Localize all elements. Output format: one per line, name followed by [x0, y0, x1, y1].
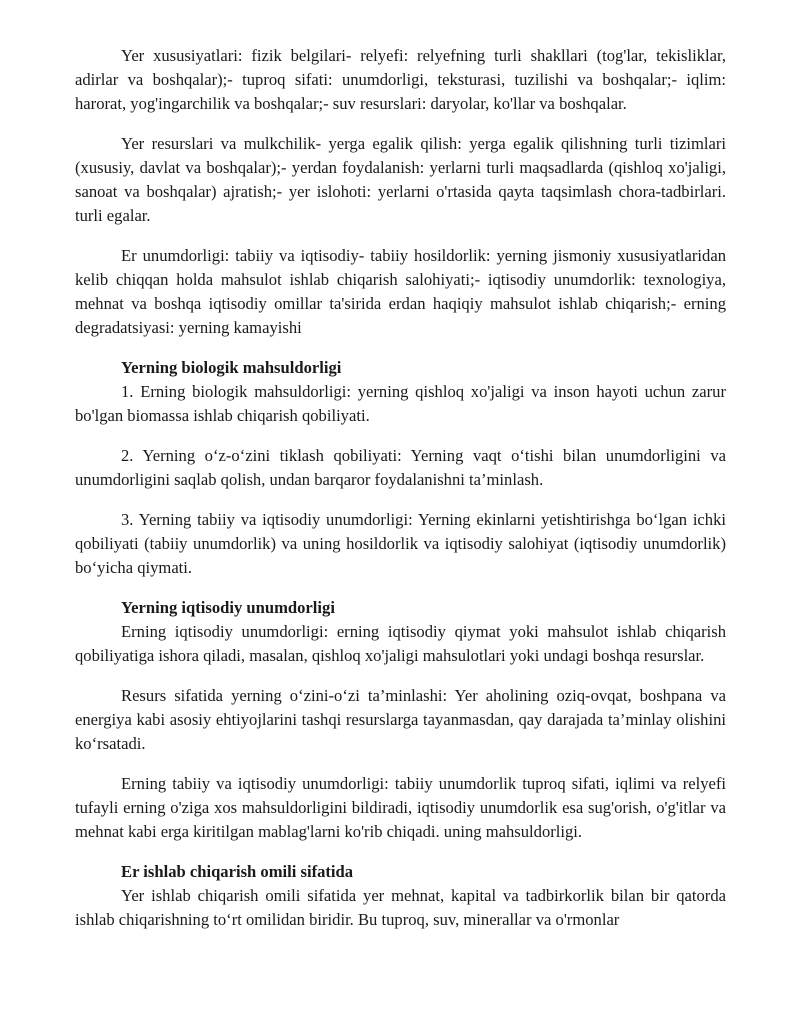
paragraph-land-productivity: Er unumdorligi: tabiiy va iqtisodiy- tabiiy hosildorlik: yerning jismoniy xususiyatlaridan kelib chiqqan holda mahsulot ishlab chiqarish salohiyati;- iqtisodiy unumdorlik: texnologiya, mehnat va boshqa iqtisodiy omillar ta'sirida erdan haqiqiy mahsulot ishlab chiqarish;- erning degradatsiyasi: yerning kamayishi: [75, 246, 726, 337]
paragraph-self-sufficiency: Resurs sifatida yerning o‘zini-o‘zi ta’minlashi: Yer aholining oziq-ovqat, boshpana va energiya kabi asosiy ehtiyojlarini tashqi resurslarga tayanmasdan, qay darajada ta’minlay olishini ko‘rsatadi.: [75, 686, 726, 753]
paragraph-land-ownership: Yer resurslari va mulkchilik- yerga egalik qilish: yerga egalik qilishning turli tizimlari (xususiy, davlat va boshqalar);- yerdan foydalanish: yerlarni turli maqsadlarda (qishloq xo'jaligi, sanoat va boshqalar) ajratish;- yer islohoti: yerlarni o'rtasida qayta taqsimlash chora-tadbirlari. turli egalar.: [75, 134, 726, 225]
paragraph-production-factor: Yer ishlab chiqarish omili sifatida yer mehnat, kapital va tadbirkorlik bilan bir qatorda ishlab chiqarishning to‘rt omilidan biridir. Bu tuproq, suv, minerallar va o'rmonlar: [75, 886, 726, 929]
paragraph-natural-economic: Erning tabiiy va iqtisodiy unumdorligi: tabiiy unumdorlik tuproq sifati, iqlimi va relyefi tufayli erning o'ziga xos mahsuldorligini bildiradi, iqtisodiy unumdorlik esa sug'orish, o'g'itlar va mehnat kabi erga kiritilgan mablag'larni ko'rib chiqadi. uning mahsuldorligi.: [75, 774, 726, 841]
heading-biological-productivity: Yerning biologik mahsuldorligi: [121, 358, 342, 377]
document-page: [75, 44, 726, 948]
heading-production-factor: Er ishlab chiqarish omili sifatida: [121, 862, 354, 881]
heading-economic-productivity: Yerning iqtisodiy unumdorligi: [121, 598, 335, 617]
paragraph-land-characteristics: Yer xususiyatlari: fizik belgilari- relyefi: relyefning turli shakllari (tog'lar, tekisliklar, adirlar va boshqalar);- tuproq sifati: unumdorligi, teksturasi, tuzilishi va boshqalar;- iqlim: harorat, yog'ingarchilik va boshqalar;- suv resurslari: daryolar, ko'llar va boshqalar.: [75, 46, 726, 113]
paragraph-item-1: 1. Erning biologik mahsuldorligi: yerning qishloq xo'jaligi va inson hayoti uchun zarur bo'lgan biomassa ishlab chiqarish qobiliyati.: [75, 382, 726, 425]
paragraph-economic-productivity: Erning iqtisodiy unumdorligi: erning iqtisodiy qiymat yoki mahsulot ishlab chiqarish qobiliyatiga ishora qiladi, masalan, qishloq xo'jaligi mahsulotlari yoki undagi boshqa resurslar.: [75, 622, 726, 665]
paragraph-item-3: 3. Yerning tabiiy va iqtisodiy unumdorligi: Yerning ekinlarni yetishtirishga bo‘lgan ichki qobiliyati (tabiiy unumdorlik) va uning hosildorlik va iqtisodiy salohiyat (iqtisodiy unumdorlik) bo‘yicha qiymati.: [75, 510, 726, 577]
paragraph-item-2: 2. Yerning o‘z-o‘zini tiklash qobiliyati: Yerning vaqt o‘tishi bilan unumdorligini va unumdorligini saqlab qolish, undan barqaror foydalanishni ta’minlash.: [75, 446, 726, 489]
